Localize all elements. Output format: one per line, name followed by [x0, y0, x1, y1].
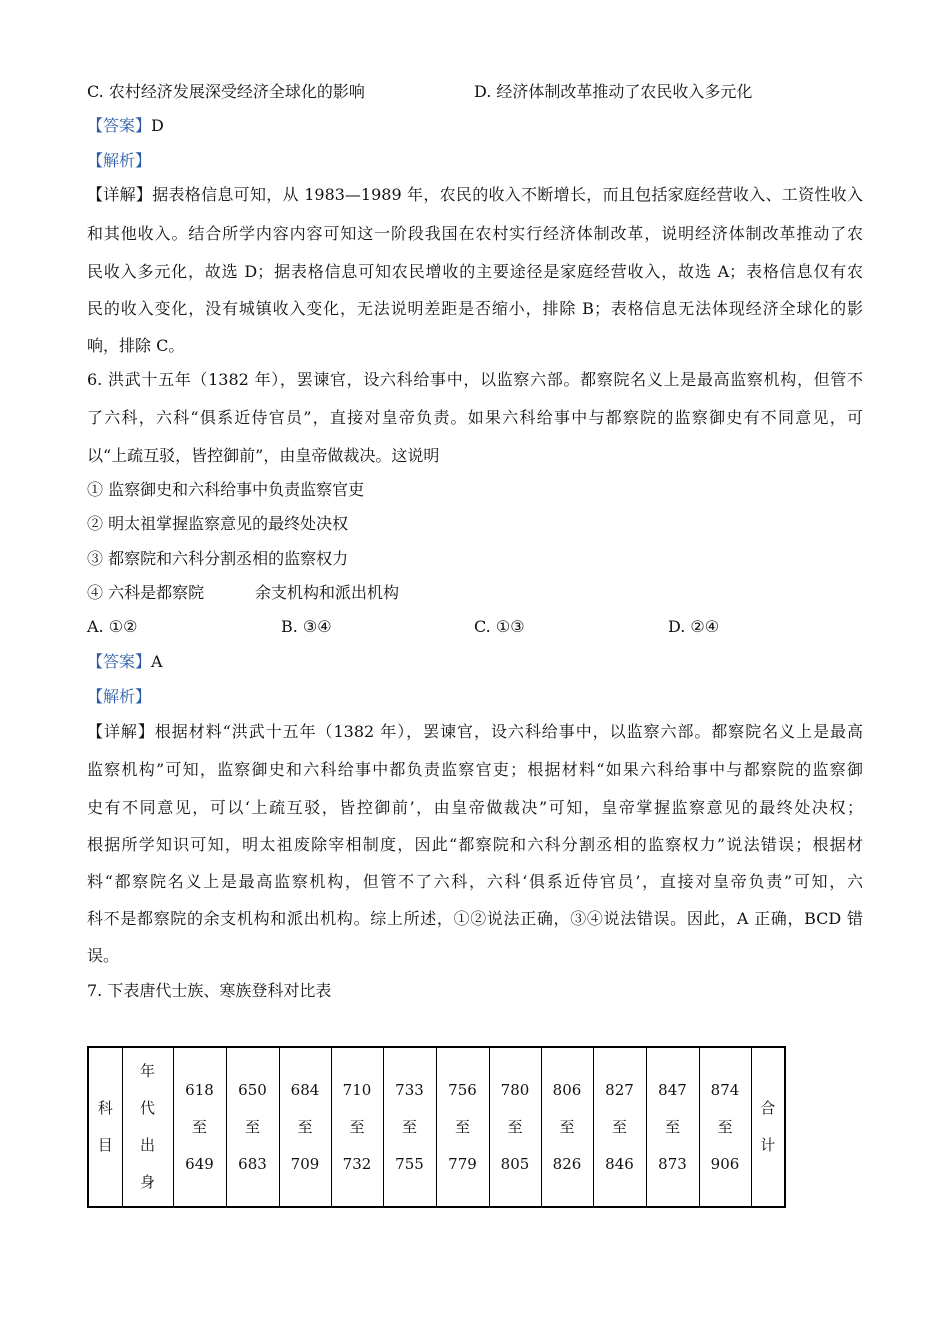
q6-option-d: D. ②④: [668, 617, 720, 636]
q6-detail-line-4: 根据所学知识可知，明太祖废除宰相制度，因此“都察院和六科分割丞相的监察权力”说法错误；根据材: [87, 835, 863, 854]
q6-item-1: ① 监察御史和六科给事中负责监察官吏: [87, 480, 365, 499]
q5-analysis-line: [87, 150, 151, 172]
q6-stem-line-2: 了六科，六科“俱系近侍官员”，直接对皇帝负责。如果六科给事中与都察院的监察御史有不同意见，可: [87, 408, 863, 427]
q6-item-2: ② 明太祖掌握监察意见的最终处决权: [87, 514, 349, 533]
keju-comparison-table: [87, 1046, 786, 1208]
q6-stem-line-1: 6. 洪武十五年（1382 年），罢谏官，设六科给事中，以监察六部。都察院名义上是最高监察机构，但管不: [87, 370, 863, 389]
q5-answer-line: [87, 115, 164, 137]
q6-item-4: ④ 六科是都察院 余支机构和派出机构: [87, 583, 399, 602]
q6-answer: A: [151, 652, 163, 671]
q5-option-c: C. 农村经济发展深受经济全球化的影响: [87, 82, 365, 101]
header-period: 874 至 906: [699, 1047, 751, 1207]
answer-tag: 【答案】: [87, 116, 152, 135]
header-subject: 科 目: [88, 1047, 122, 1207]
q6-option-c: C. ①③: [474, 617, 525, 636]
q6-option-a: A. ①②: [87, 617, 138, 636]
header-era-origin: 年 代 出 身: [122, 1047, 173, 1207]
q6-option-b: B. ③④: [281, 617, 332, 636]
q5-option-d: D. 经济体制改革推动了农民收入多元化: [474, 82, 753, 101]
q5-answer: D: [151, 116, 164, 135]
analysis-tag: 【解析】: [87, 151, 152, 170]
q6-answer-line: [87, 651, 163, 673]
q6-analysis-line: [87, 686, 151, 708]
q6-item-3: ③ 都察院和六科分割丞相的监察权力: [87, 549, 349, 568]
header-period: 827 至 846: [593, 1047, 646, 1207]
q5-detail-line-2: 和其他收入。结合所学内容内容可知这一阶段我国在农村实行经济体制改革，说明经济体制改革推动了农: [87, 224, 863, 243]
q6-stem-line-3: 以“上疏互驳，皆控御前”，由皇帝做裁决。这说明: [87, 446, 440, 465]
q5-detail-line-5: 响，排除 C。: [87, 336, 185, 355]
header-period: 684 至 709: [279, 1047, 331, 1207]
detail-tag: 【详解】: [87, 185, 153, 204]
detail-tag: 【详解】: [87, 722, 155, 741]
header-period: 650 至 683: [226, 1047, 279, 1207]
q6-detail-line-1: 【详解】根据材料“洪武十五年（1382 年），罢谏官，设六科给事中，以监察六部。都察院名义上是最高: [87, 722, 863, 741]
header-period: 756 至 779: [436, 1047, 489, 1207]
q6-detail-line-2: 监察机构”可知，监察御史和六科给事中都负责监察官吏；根据材料“如果六科给事中与都察院的监察御: [87, 760, 863, 779]
q6-detail-line-6: 科不是都察院的余支机构和派出机构。综上所述，①②说法正确，③④说法错误。因此，A 正确，BCD 错: [87, 909, 863, 928]
answer-tag: 【答案】: [87, 652, 152, 671]
q6-detail-line-5: 料“都察院名义上是最高监察机构，但管不了六科，六科‘俱系近侍官员’，直接对皇帝负责”可知，六: [87, 872, 863, 891]
header-period: 780 至 805: [489, 1047, 541, 1207]
q6-detail-line-3: 史有不同意见，可以‘上疏互驳，皆控御前’，由皇帝做裁决”可知，皇帝掌握监察意见的最终处决权；: [87, 798, 863, 817]
q7-stem: 7. 下表唐代士族、寒族登科对比表: [87, 981, 332, 1000]
q5-detail-line-1: 【详解】据表格信息可知，从 1983—1989 年，农民的收入不断增长，而且包括家庭经营收入、工资性收入: [87, 185, 863, 204]
header-period: 847 至 873: [646, 1047, 699, 1207]
header-period: 710 至 732: [331, 1047, 383, 1207]
header-period: 618 至 649: [173, 1047, 226, 1207]
header-total: 合 计: [751, 1047, 785, 1207]
q5-detail-line-4: 民的收入变化，没有城镇收入变化，无法说明差距是否缩小，排除 B；表格信息无法体现经济全球化的影: [87, 299, 863, 318]
q6-detail-line-7: 误。: [87, 946, 120, 965]
q5-detail-line-3: 民收入多元化，故选 D；据表格信息可知农民增收的主要途径是家庭经营收入，故选 A；表格信息仅有农: [87, 262, 863, 281]
analysis-tag: 【解析】: [87, 687, 152, 706]
table-header-row: [88, 1047, 785, 1207]
header-period: 733 至 755: [383, 1047, 436, 1207]
header-period: 806 至 826: [541, 1047, 593, 1207]
